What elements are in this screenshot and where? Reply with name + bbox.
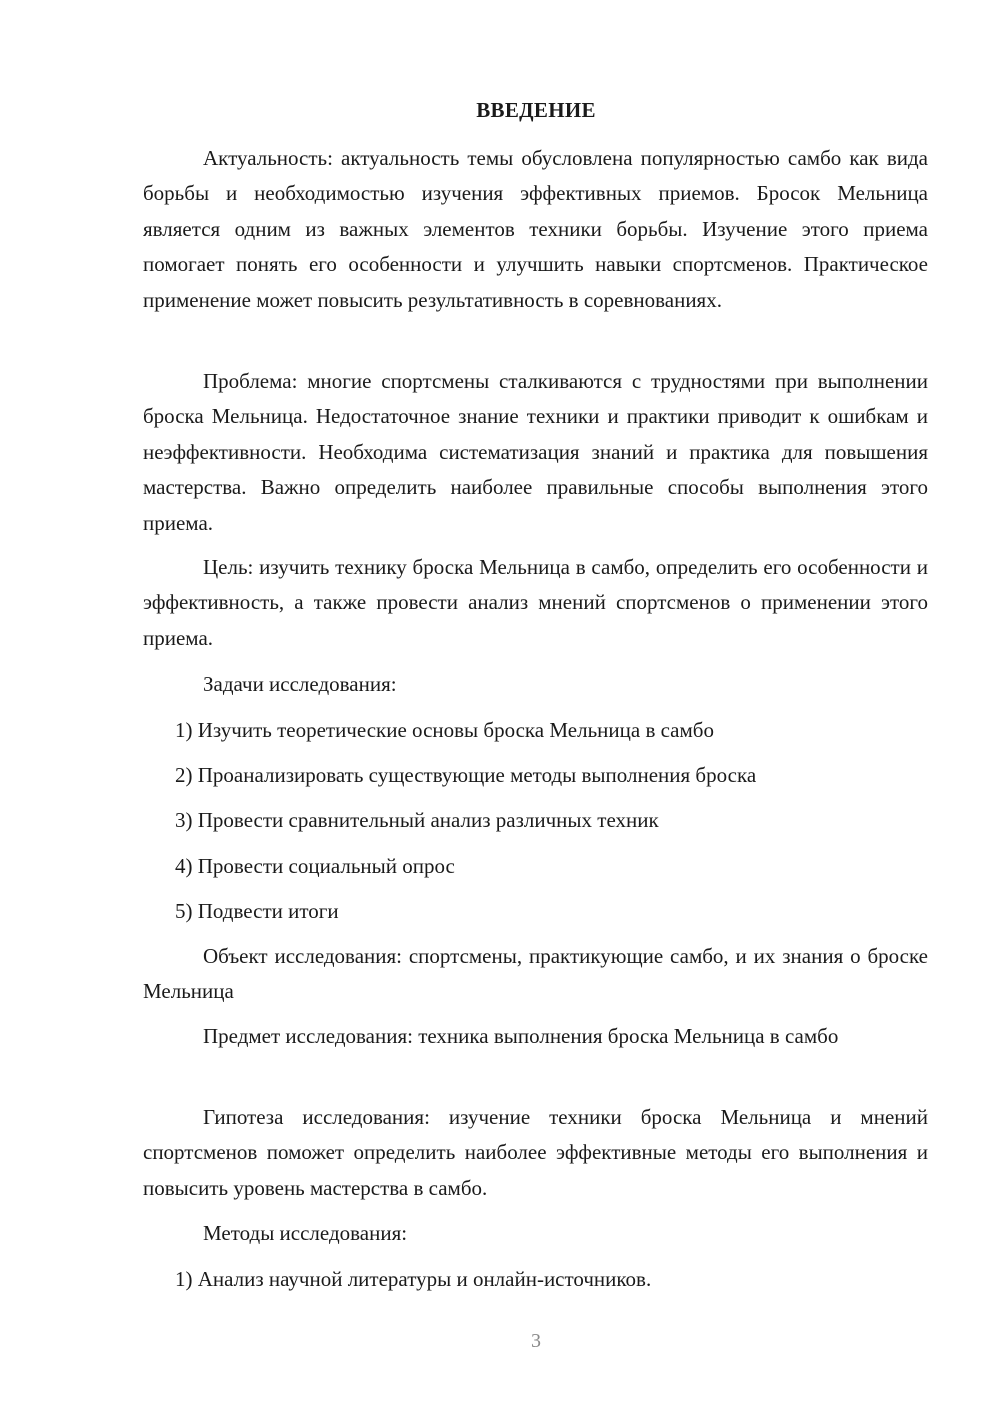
paragraph-relevance: Актуальность: актуальность темы обусловлена популярностью самбо как вида борьбы и необходимостью изучения эффективных приемов. Бросок Мельница является одним из важных элементов техники борьбы. Изучение этого приема помогает понять его особенности и улучшить навыки спортсменов. Практическое применение может повысить результативность в соревнованиях. [143,146,928,312]
task-item: 5) Подвести итоги [175,899,339,923]
paragraph-problem: Проблема: многие спортсмены сталкиваются с трудностями при выполнении броска Мельница. Недостаточное знание техники и практики приводит к ошибкам и неэффективности. Необходима систематизация знаний и практика для повышения мастерства. Важно определить наиболее правильные способы выполнения этого приема. [143,369,928,535]
task-item: 2) Проанализировать существующие методы выполнения броска [175,763,757,787]
page-number: 3 [531,1330,541,1352]
paragraph-subject: Предмет исследования: техника выполнения броска Мельница в самбо [203,1024,839,1048]
method-item: 1) Анализ научной литературы и онлайн-источников. [175,1267,652,1291]
task-item: 1) Изучить теоретические основы броска Мельница в самбо [175,718,714,742]
task-item: 3) Провести сравнительный анализ различных техник [175,808,659,832]
section-title: ВВЕДЕНИЕ [476,98,596,122]
paragraph-goal: Цель: изучить технику броска Мельница в самбо, определить его особенности и эффективность, а также провести анализ мнений спортсменов о применении этого приема. [143,555,928,650]
paragraph-hypothesis: Гипотеза исследования: изучение техники броска Мельница и мнений спортсменов поможет определить наиболее эффективные методы его выполнения и повысить уровень мастерства в самбо. [143,1105,928,1200]
task-item: 4) Провести социальный опрос [175,854,455,878]
tasks-heading: Задачи исследования: [203,672,397,696]
methods-heading: Методы исследования: [203,1221,408,1245]
paragraph-object: Объект исследования: спортсмены, практикующие самбо, и их знания о броске Мельница [143,944,928,1004]
